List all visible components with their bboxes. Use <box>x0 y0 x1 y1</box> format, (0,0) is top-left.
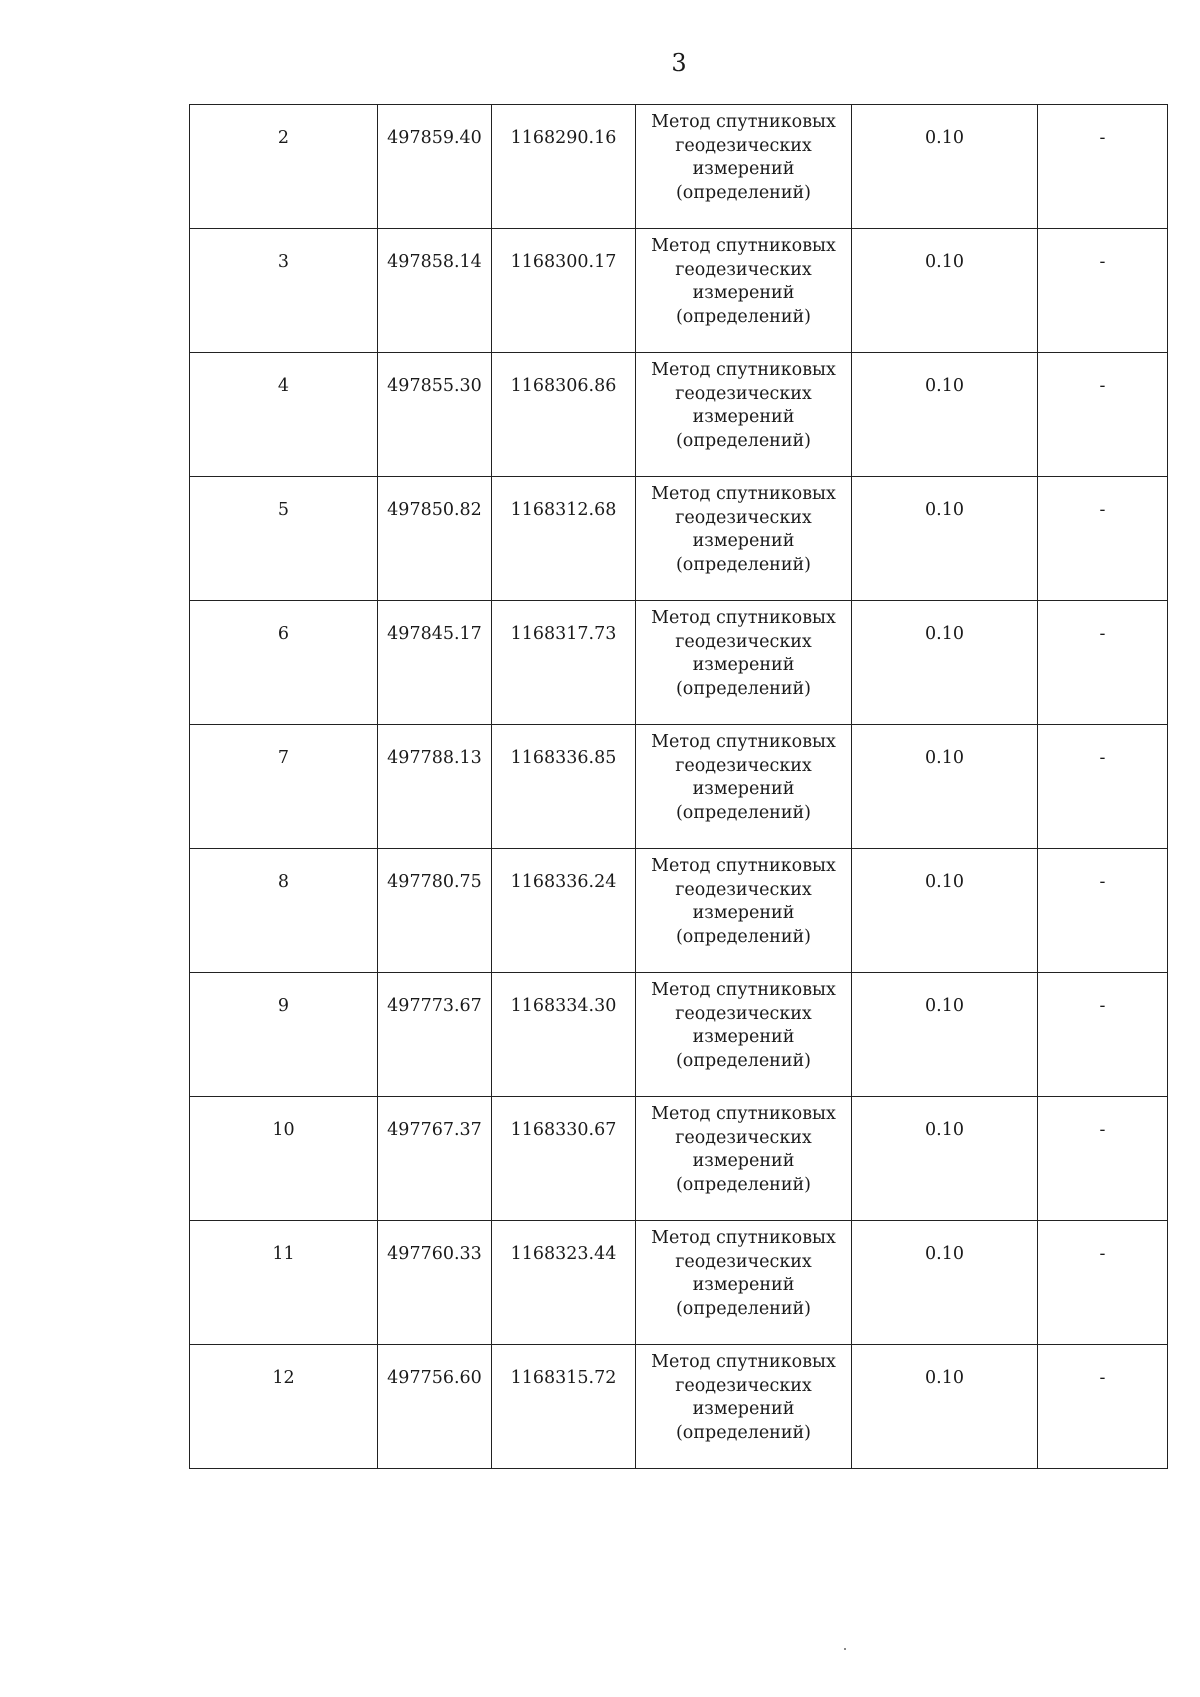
cell-x-coordinate: 497756.60 <box>378 1345 492 1469</box>
cell-description: - <box>1038 601 1168 725</box>
cell-description: - <box>1038 725 1168 849</box>
method-line: геодезических <box>675 755 812 776</box>
coordinates-table-body <box>190 105 1168 1469</box>
cell-y-coordinate: 1168315.72 <box>492 1345 636 1469</box>
cell-description: - <box>1038 229 1168 353</box>
cell-accuracy: 0.10 <box>852 1097 1038 1221</box>
cell-accuracy: 0.10 <box>852 229 1038 353</box>
cell-x-coordinate: 497760.33 <box>378 1221 492 1345</box>
cell-y-coordinate: 1168323.44 <box>492 1221 636 1345</box>
scan-speck <box>844 1648 846 1650</box>
method-line: (определений) <box>675 306 811 327</box>
cell-accuracy: 0.10 <box>852 105 1038 229</box>
cell-accuracy: 0.10 <box>852 601 1038 725</box>
method-line: Метод спутниковых <box>651 732 836 752</box>
cell-x-coordinate: 497780.75 <box>378 849 492 973</box>
cell-point-number: 2 <box>190 105 378 229</box>
cell-method <box>636 229 852 353</box>
cell-accuracy: 0.10 <box>852 725 1038 849</box>
method-line: геодезических <box>675 631 812 652</box>
cell-point-number: 12 <box>190 1345 378 1469</box>
cell-accuracy: 0.10 <box>852 1345 1038 1469</box>
cell-method <box>636 477 852 601</box>
method-line: (определений) <box>675 1050 811 1071</box>
cell-method <box>636 1221 852 1345</box>
method-line: (определений) <box>675 430 811 451</box>
cell-y-coordinate: 1168306.86 <box>492 353 636 477</box>
table-row <box>190 105 1168 229</box>
method-line: измерений <box>692 159 795 179</box>
cell-point-number: 3 <box>190 229 378 353</box>
cell-description: - <box>1038 1345 1168 1469</box>
cell-y-coordinate: 1168334.30 <box>492 973 636 1097</box>
cell-accuracy: 0.10 <box>852 477 1038 601</box>
method-line: Метод спутниковых <box>651 360 836 380</box>
method-line: измерений <box>692 655 795 675</box>
method-line: Метод спутниковых <box>651 980 836 1000</box>
cell-accuracy: 0.10 <box>852 1221 1038 1345</box>
cell-description: - <box>1038 1097 1168 1221</box>
table-row <box>190 353 1168 477</box>
cell-y-coordinate: 1168300.17 <box>492 229 636 353</box>
method-line: геодезических <box>675 1127 812 1148</box>
cell-description: - <box>1038 353 1168 477</box>
cell-method <box>636 849 852 973</box>
coordinates-table <box>189 104 1168 1469</box>
method-line: геодезических <box>675 507 812 528</box>
cell-description: - <box>1038 477 1168 601</box>
cell-x-coordinate: 497845.17 <box>378 601 492 725</box>
method-line: измерений <box>692 903 795 923</box>
cell-y-coordinate: 1168330.67 <box>492 1097 636 1221</box>
method-line: измерений <box>692 1027 795 1047</box>
method-line: (определений) <box>675 554 811 575</box>
cell-point-number: 6 <box>190 601 378 725</box>
cell-y-coordinate: 1168312.68 <box>492 477 636 601</box>
method-line: Метод спутниковых <box>651 484 836 504</box>
method-line: геодезических <box>675 135 812 156</box>
method-line: Метод спутниковых <box>651 236 836 256</box>
method-line: (определений) <box>675 182 811 203</box>
method-line: измерений <box>692 1399 795 1419</box>
cell-x-coordinate: 497850.82 <box>378 477 492 601</box>
page-number: 3 <box>671 49 687 77</box>
table-row <box>190 477 1168 601</box>
cell-method <box>636 601 852 725</box>
cell-description: - <box>1038 1221 1168 1345</box>
method-line: (определений) <box>675 926 811 947</box>
method-line: Метод спутниковых <box>651 608 836 628</box>
cell-method <box>636 973 852 1097</box>
cell-description: - <box>1038 849 1168 973</box>
cell-point-number: 4 <box>190 353 378 477</box>
cell-method <box>636 1097 852 1221</box>
method-line: геодезических <box>675 879 812 900</box>
method-line: (определений) <box>675 1298 811 1319</box>
table-row <box>190 849 1168 973</box>
cell-method <box>636 105 852 229</box>
table-row <box>190 229 1168 353</box>
cell-method <box>636 353 852 477</box>
cell-point-number: 9 <box>190 973 378 1097</box>
method-line: Метод спутниковых <box>651 112 836 132</box>
cell-description: - <box>1038 973 1168 1097</box>
cell-method <box>636 1345 852 1469</box>
table-row <box>190 725 1168 849</box>
method-line: (определений) <box>675 1174 811 1195</box>
method-line: геодезических <box>675 1251 812 1272</box>
cell-y-coordinate: 1168336.85 <box>492 725 636 849</box>
method-line: геодезических <box>675 1375 812 1396</box>
method-line: Метод спутниковых <box>651 1352 836 1372</box>
method-line: измерений <box>692 407 795 427</box>
method-line: измерений <box>692 531 795 551</box>
method-line: геодезических <box>675 383 812 404</box>
table-row <box>190 973 1168 1097</box>
method-line: измерений <box>692 1275 795 1295</box>
method-line: измерений <box>692 779 795 799</box>
cell-accuracy: 0.10 <box>852 353 1038 477</box>
cell-x-coordinate: 497767.37 <box>378 1097 492 1221</box>
method-line: геодезических <box>675 259 812 280</box>
cell-method <box>636 725 852 849</box>
cell-x-coordinate: 497773.67 <box>378 973 492 1097</box>
cell-x-coordinate: 497855.30 <box>378 353 492 477</box>
cell-point-number: 7 <box>190 725 378 849</box>
cell-accuracy: 0.10 <box>852 973 1038 1097</box>
table-row <box>190 1345 1168 1469</box>
table-row <box>190 601 1168 725</box>
cell-y-coordinate: 1168317.73 <box>492 601 636 725</box>
table-row <box>190 1221 1168 1345</box>
method-line: (определений) <box>675 678 811 699</box>
cell-y-coordinate: 1168336.24 <box>492 849 636 973</box>
cell-point-number: 8 <box>190 849 378 973</box>
cell-point-number: 11 <box>190 1221 378 1345</box>
table-row <box>190 1097 1168 1221</box>
cell-accuracy: 0.10 <box>852 849 1038 973</box>
method-line: Метод спутниковых <box>651 1228 836 1248</box>
cell-point-number: 10 <box>190 1097 378 1221</box>
cell-point-number: 5 <box>190 477 378 601</box>
cell-description: - <box>1038 105 1168 229</box>
method-line: измерений <box>692 1151 795 1171</box>
cell-x-coordinate: 497859.40 <box>378 105 492 229</box>
method-line: Метод спутниковых <box>651 856 836 876</box>
cell-x-coordinate: 497788.13 <box>378 725 492 849</box>
method-line: Метод спутниковых <box>651 1104 836 1124</box>
cell-x-coordinate: 497858.14 <box>378 229 492 353</box>
method-line: геодезических <box>675 1003 812 1024</box>
method-line: измерений <box>692 283 795 303</box>
cell-y-coordinate: 1168290.16 <box>492 105 636 229</box>
method-line: (определений) <box>675 1422 811 1443</box>
method-line: (определений) <box>675 802 811 823</box>
